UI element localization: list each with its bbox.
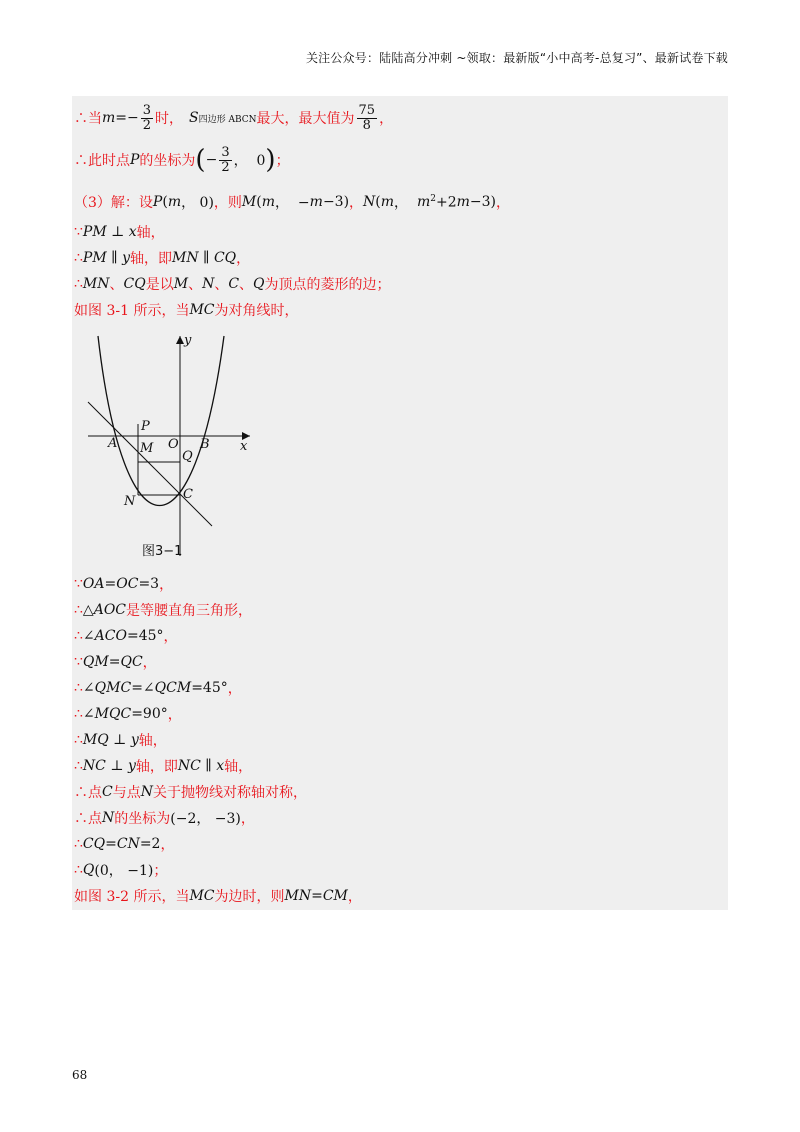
line-16: ∴ Q (0， −1) ； bbox=[74, 862, 168, 879]
figure-3-1 bbox=[84, 332, 254, 562]
line-max-area: ∴当 m =− $\frac{3}{2}$ 时， S 四边形 ABCN 最大，最大值为 $\frac{75}{8}$ ， bbox=[74, 102, 394, 133]
page-header: 关注公众号：陆陆高分冲刺 ~领取：最新版“小中高考-总复习”、最新试卷下载 bbox=[305, 51, 728, 65]
line-14: ∴点 N 的坐标为 (−2， −3) ， bbox=[74, 810, 255, 827]
label-o: O bbox=[168, 437, 179, 452]
label-c: C bbox=[183, 487, 193, 502]
line-6: ∴ △ AOC 是等腰直角三角形， bbox=[74, 602, 253, 619]
figure-caption: 图3−1 bbox=[142, 544, 183, 559]
line-3: ∴ MN 、 CQ 是以 M 、 N 、 C 、 Q 为顶点的菱形的边； bbox=[74, 276, 391, 293]
label-n: N bbox=[124, 494, 136, 509]
solution-box bbox=[72, 96, 728, 910]
line-17: 如图 3-2 所示，当 MC 为边时，则 MN = CM ， bbox=[74, 888, 362, 905]
label-q: Q bbox=[182, 449, 193, 464]
line-13: ∴点 C 与点 N 关于抛物线对称轴对称， bbox=[74, 784, 307, 801]
label-m: M bbox=[140, 441, 154, 456]
line-5: ∵ OA = OC =3 ， bbox=[74, 576, 174, 593]
label-y: y bbox=[184, 333, 192, 348]
line-12: ∴ NC ⊥ y 轴，即 NC ∥ x 轴， bbox=[74, 758, 253, 775]
label-a: A bbox=[108, 436, 118, 451]
parabola-curve bbox=[98, 336, 224, 506]
label-p: P bbox=[141, 419, 150, 434]
line-point-p: ∴此时点 P 的坐标为 ( − $\frac{3}{2}$ ， 0 ) ； bbox=[74, 144, 290, 175]
line-4: 如图 3-1 所示，当 MC 为对角线时， bbox=[74, 302, 299, 319]
line-10: ∴ ∠ MQC =90° ， bbox=[74, 706, 182, 723]
line-2: ∴ PM ∥ y 轴，即 MN ∥ CQ ， bbox=[74, 250, 251, 267]
line-ac bbox=[88, 402, 212, 526]
page-number: 68 bbox=[72, 1068, 88, 1082]
line-part3: （3）解：设 P ( m ， 0) ，则 M ( m ， − m −3) ， N ( m ， m $^2$+2 m −3) ， bbox=[74, 193, 510, 211]
line-8: ∵ QM = QC ， bbox=[74, 654, 157, 671]
label-b: B bbox=[200, 437, 210, 452]
line-9: ∴ ∠ QMC =∠ QCM =45° ， bbox=[74, 680, 242, 697]
label-x: x bbox=[240, 439, 248, 454]
line-1: ∵ PM ⊥ x 轴， bbox=[74, 224, 165, 241]
line-15: ∴ CQ = CN =2 ， bbox=[74, 836, 175, 853]
line-11: ∴ MQ ⊥ y 轴， bbox=[74, 732, 167, 749]
line-7: ∴ ∠ ACO =45° ， bbox=[74, 628, 178, 645]
y-axis-arrow bbox=[176, 336, 184, 344]
